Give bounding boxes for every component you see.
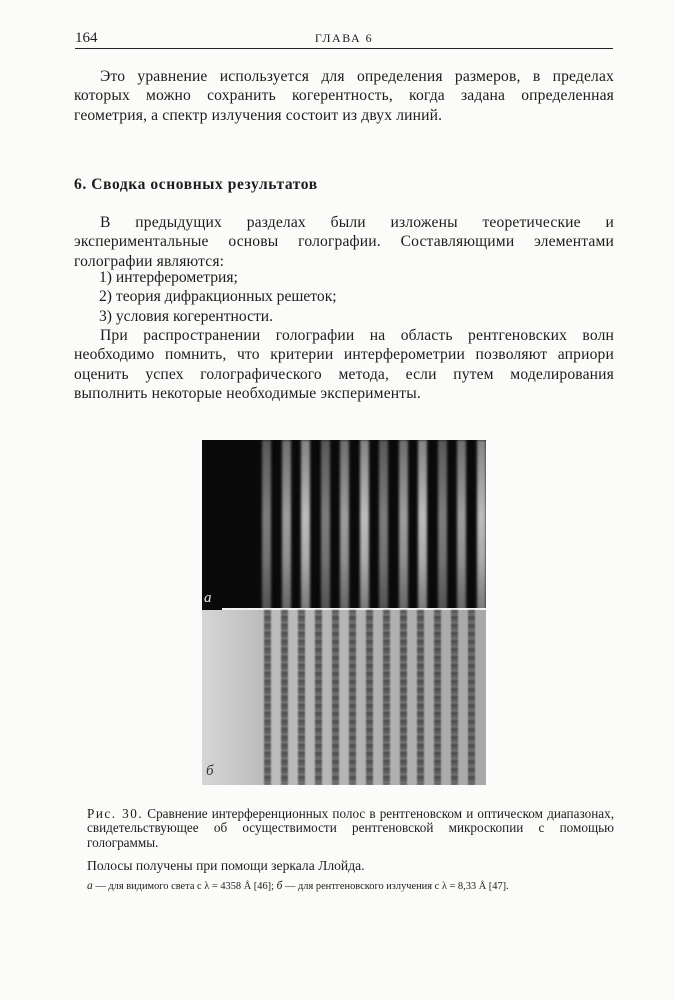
fringe-b <box>264 610 271 785</box>
intro-paragraph: Это уравнение используется для определения размеров, в пределах которых можно сохранить когерентность, когда задана определенная геометрия, а спектр излучения состоит из двух линий. <box>74 68 614 124</box>
footnote-a-label: а <box>87 880 93 892</box>
fringe-a <box>262 440 271 610</box>
section-heading: 6. Сводка основных результатов <box>74 176 318 193</box>
figure-number: Рис. 30. <box>87 806 144 821</box>
fringe-a <box>457 440 466 610</box>
fringe-a <box>477 440 486 610</box>
fringe-b <box>281 610 288 785</box>
fringe-a <box>301 440 310 610</box>
footnote-b-text: — для рентгеновского излучения с λ = 8,33 Å [47]. <box>285 881 509 892</box>
figure-footnote <box>87 880 509 892</box>
fringe-a <box>321 440 330 610</box>
fringe-b <box>383 610 390 785</box>
fringe-b <box>349 610 356 785</box>
fringe-a <box>399 440 408 610</box>
fringe-b <box>332 610 339 785</box>
page-header <box>75 28 613 49</box>
figure-caption <box>87 807 614 850</box>
fringe-b <box>451 610 458 785</box>
xray-fringes-panel <box>202 610 486 785</box>
fringe-a <box>340 440 349 610</box>
fringe-a <box>438 440 447 610</box>
fringe-a <box>360 440 369 610</box>
fringe-b <box>315 610 322 785</box>
list-item: 1) интерферометрия; <box>99 269 238 286</box>
component-list <box>99 268 337 326</box>
fringe-b <box>468 610 475 785</box>
panel-b-label: б <box>206 763 214 779</box>
paragraph-3: При распространении голографии на область рентгеновских волн необходимо помнить, что критерии интерферометрии позволяют априори оценить успех голографического метода, если путем моделирования выполнить некоторые необходимые эксперименты. <box>74 327 614 402</box>
fringe-a <box>418 440 427 610</box>
panel-a-label: а <box>204 590 212 606</box>
fringe-b <box>417 610 424 785</box>
list-item: 2) теория дифракционных решеток; <box>99 288 337 306</box>
fringe-a <box>282 440 291 610</box>
fringe-b <box>434 610 441 785</box>
caption-text-2: Полосы получены при помощи зеркала Ллойда. <box>87 858 365 873</box>
fringe-a <box>379 440 388 610</box>
fringe-figure <box>202 440 486 785</box>
footnote-b-label: б <box>276 880 283 892</box>
page-number: 164 <box>75 30 98 46</box>
caption-text: Сравнение интерференционных полос в рентгеновском и оптическом диапазонах, свидетельствующее об осуществимости рентгеновской микроскопии с помощью голограммы. <box>87 806 614 850</box>
paragraph-2: В предыдущих разделах были изложены теоретические и экспериментальные основы голографии. Составляющими элементами голографии являются: <box>74 214 614 270</box>
footnote-a-text: — для видимого света с λ = 4358 Å [46]; <box>95 881 275 892</box>
fringe-b <box>298 610 305 785</box>
fringe-b <box>400 610 407 785</box>
visible-light-fringes-panel <box>202 440 486 610</box>
chapter-title: ГЛАВА 6 <box>314 31 374 45</box>
fringe-b <box>366 610 373 785</box>
list-item: 3) условия когерентности. <box>99 307 274 325</box>
